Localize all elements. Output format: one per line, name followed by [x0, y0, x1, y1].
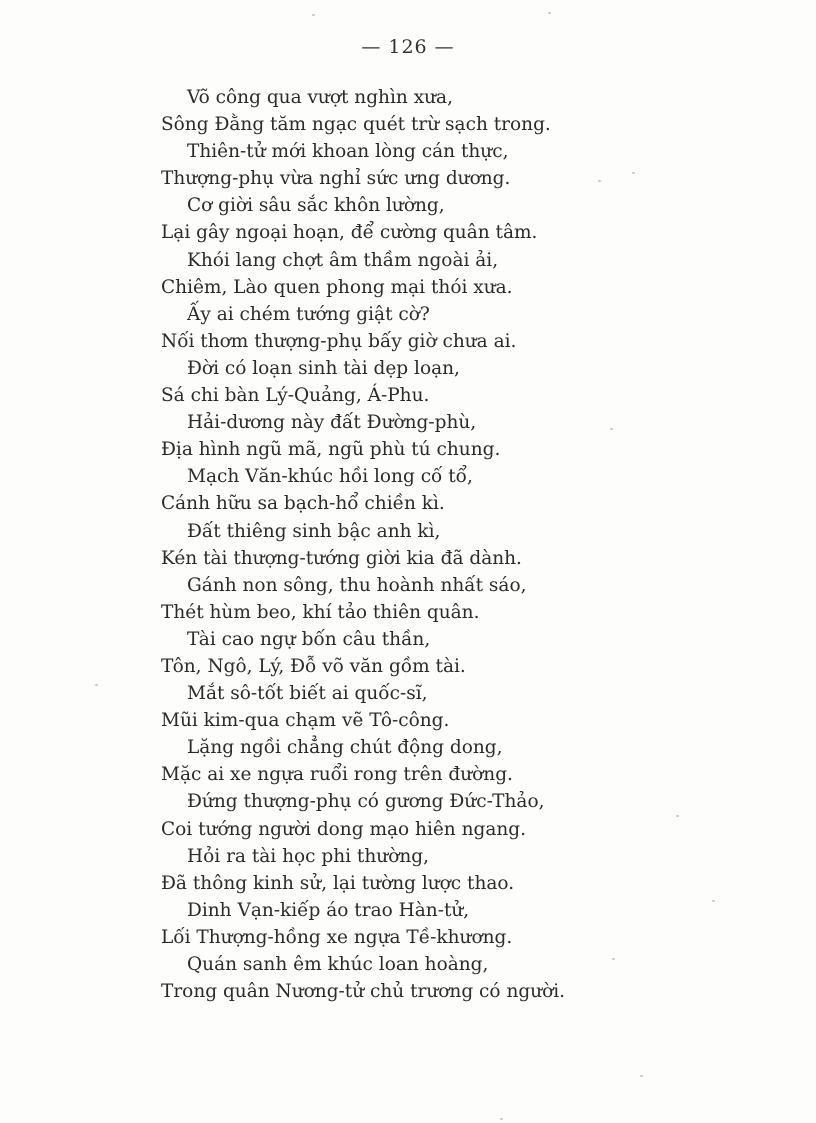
poem-line: Mạch Văn-khúc hồi long cố tổ, — [187, 466, 473, 488]
poem-line: Tôn, Ngô, Lý, Đỗ võ văn gồm tài. — [161, 655, 466, 677]
poem-line: Hải-dương này đất Đường-phù, — [187, 412, 477, 434]
poem-line: Chiêm, Lào quen phong mại thói xưa. — [161, 276, 513, 298]
scan-speck — [548, 12, 551, 14]
poem-line: Cánh hữu sa bạch-hổ chiền kì. — [161, 493, 445, 515]
poem-line: Sá chi bàn Lý-Quảng, Á-Phu. — [161, 385, 430, 407]
scan-speck — [632, 172, 635, 174]
poem-line: Kén tài thượng-tướng giời kia đã dành. — [161, 547, 522, 569]
poem-line: Gánh non sông, thu hoành nhất sáo, — [187, 574, 527, 596]
poem-line: Hỏi ra tài học phi thường, — [187, 845, 429, 867]
scan-speck — [598, 180, 601, 182]
scan-speck — [712, 900, 715, 902]
poem-line: Đã thông kinh sử, lại tường lược thao. — [161, 872, 515, 894]
poem-line: Địa hình ngũ mã, ngũ phù tú chung. — [161, 439, 501, 461]
poem-line: Đứng thượng-phụ có gương Đức-Thảo, — [187, 791, 545, 813]
poem-line: Tài cao ngự bốn câu thần, — [187, 628, 431, 650]
poem-line: Cơ giời sâu sắc khôn lường, — [187, 195, 445, 217]
scan-speck — [500, 1118, 503, 1120]
poem-line: Nối thơm thượng-phụ bấy giờ chưa ai. — [161, 330, 517, 352]
scan-speck — [95, 684, 98, 686]
poem-line: Quán sanh êm khúc loan hoàng, — [187, 954, 489, 975]
poem-line: Mặc ai xe ngựa ruổi rong trên đường. — [161, 764, 513, 786]
poem-line: Thét hùm beo, khí tảo thiên quân. — [161, 601, 480, 623]
poem-line: Đất thiêng sinh bậc anh kì, — [187, 520, 441, 542]
scan-speck — [676, 815, 679, 817]
poem-text — [161, 84, 681, 1005]
poem-line: Võ công qua vượt nghìn xưa, — [187, 87, 453, 108]
poem-line: Dinh Vạn-kiếp áo trao Hàn-tử, — [187, 899, 470, 921]
poem-line: Mắt sô-tốt biết ai quốc-sĩ, — [187, 683, 428, 705]
poem-line: Ấy ai chém tướng giật cờ? — [187, 303, 430, 325]
poem-line: Lối Thượng-hồng xe ngựa Tề-khương. — [161, 926, 513, 948]
poem-line: Thiên-tử mới khoan lòng cán thực, — [187, 141, 509, 163]
scan-speck — [640, 1075, 643, 1077]
poem-line: Khói lang chợt âm thầm ngoài ải, — [187, 249, 499, 271]
poem-line: Lại gây ngoại hoạn, để cường quân tâm. — [161, 222, 538, 244]
poem-line: Lặng ngồi chẳng chút động dong, — [187, 737, 503, 759]
poem-line: Thượng-phụ vừa nghỉ sức ưng dương. — [161, 168, 511, 190]
poem-line: Sông Đằng tăm ngạc quét trừ sạch trong. — [161, 114, 551, 136]
poem-line: Mũi kim-qua chạm vẽ Tô-công. — [161, 710, 450, 732]
scan-speck — [612, 958, 615, 960]
poem-line: Trong quân Nương-tử chủ trương có người. — [161, 981, 566, 1003]
page-number: — 126 — — [361, 36, 455, 58]
poem-line: Đời có loạn sinh tài dẹp loạn, — [187, 357, 460, 379]
scan-speck — [312, 14, 315, 16]
poem-line: Coi tướng người dong mạo hiên ngang. — [161, 818, 527, 840]
scan-speck — [610, 428, 613, 430]
